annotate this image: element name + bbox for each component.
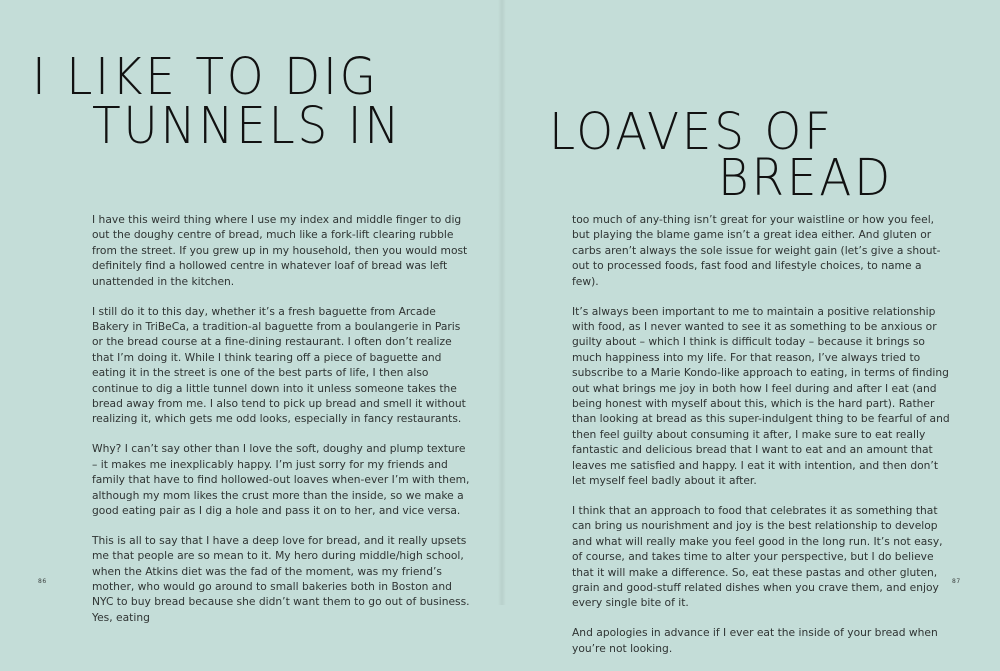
page-gutter bbox=[498, 0, 506, 605]
page-number-left: 86 bbox=[38, 578, 47, 585]
right-paragraph-1: too much of any-thing isn’t great for your waistline or how you feel, but playing the blame game isn’t a great idea either. And gluten or carbs aren’t always the sole issue for weight gain (let’s give a shout-out to processed foods, fast food and lifestyle choices, to name a few). bbox=[572, 213, 941, 288]
page-number-right: 87 bbox=[952, 578, 961, 585]
left-page-body bbox=[92, 212, 470, 640]
headline-line-2: TUNNELS IN bbox=[92, 97, 403, 156]
right-paragraph-2: It’s always been important to me to maintain a positive relationship with food, as I never wanted to see it as something to be anxious or guilty about – which I think is difficult today – because it brings so much happiness into my life. For that reason, I’ve always tried to subscribe to a Marie Kondo-like approach to eating, in terms of finding out what brings me joy in both how I feel during and after I eat (and being honest with myself about this, which is the hard part). Rather than looking at bread as this super-indulgent thing to be fearful of and then feel guilty about consuming it after, I make sure to eat really fantastic and delicious bread that I want to eat and an amount that leaves me satisfied and happy. I eat it with intention, and then don’t let myself feel badly about it after. bbox=[572, 304, 950, 487]
right-paragraph-4: And apologies in advance if I ever eat the inside of your bread when you’re not looking. bbox=[572, 626, 938, 655]
left-paragraph-4: This is all to say that I have a deep love for bread, and it really upsets me that people are so mean to it. My hero during middle/high school, when the Atkins diet was the fad of the moment, was my friend’s mother, who would go around to small bakeries both in Boston and NYC to buy bread because she didn’t want them to go out of business. Yes, eating bbox=[92, 533, 470, 624]
headline-line-3: LOAVES OF bbox=[549, 103, 834, 162]
headline-line-1: I LIKE TO DIG bbox=[32, 48, 379, 107]
headline-line-4: BREAD bbox=[718, 149, 894, 208]
right-page-body bbox=[572, 212, 950, 671]
right-paragraph-3: I think that an approach to food that celebrates it as something that can bring us nourishment and joy is the best relationship to develop and what will really make you feel good in the long run. It’s not easy, of course, and takes time to alter your perspective, but I do believe that it will make a difference. So, eat these pastas and other gluten, grain and good-stuff related dishes when you crave them, and enjoy every single bite of it. bbox=[572, 503, 943, 610]
left-paragraph-3: Why? I can’t say other than I love the soft, doughy and plump texture – it makes me inexplicably happy. I’m just sorry for my friends and family that have to find hollowed-out loaves when-ever I’m with them, although my mom likes the crust more than the inside, so we make a good eating pair as I dig a hole and pass it on to her, and vice versa. bbox=[92, 442, 470, 517]
left-paragraph-1: I have this weird thing where I use my index and middle finger to dig out the doughy centre of bread, much like a fork-lift clearing rubble from the street. If you grew up in my household, then you would most definitely find a hollowed centre in whatever loaf of bread was left unattended in the kitchen. bbox=[92, 213, 468, 288]
left-paragraph-2: I still do it to this day, whether it’s a fresh baguette from Arcade Bakery in TriBeCa, a tradition-al baguette from a boulangerie in Paris or the bread course at a fine-dining restaurant. I often don’t realize that I’m doing it. While I think tearing off a piece of baguette and eating it in the street is one of the best parts of life, I then also continue to dig a little tunnel down into it unless someone takes the bread away from me. I also tend to pick up bread and smell it without realizing it, which gets me odd looks, especially in fancy restaurants. bbox=[92, 304, 466, 426]
